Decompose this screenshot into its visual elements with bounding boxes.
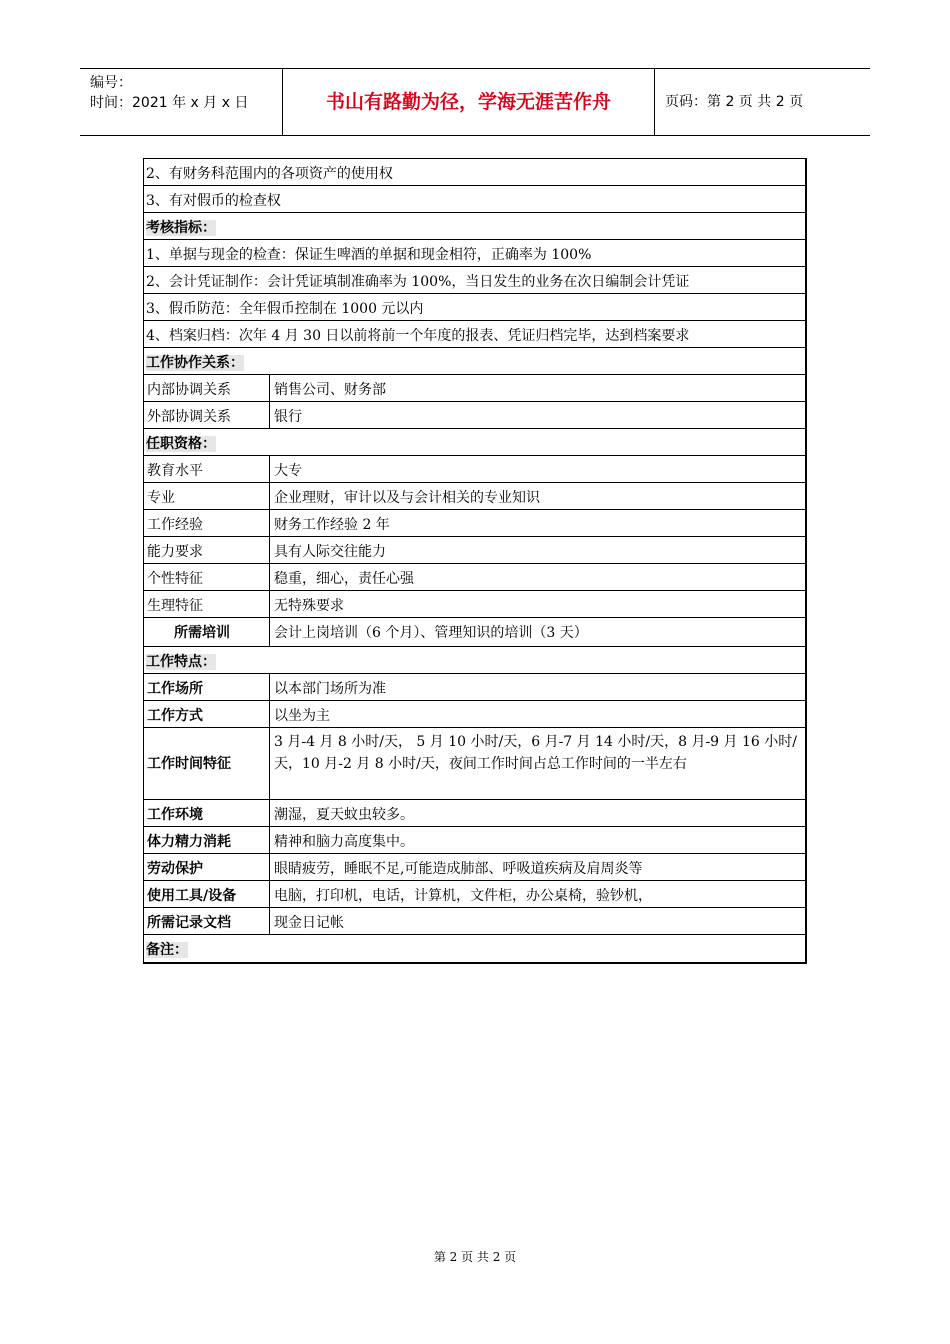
table-row <box>144 800 805 827</box>
section-title: 任职资格： <box>146 436 216 452</box>
section-header-notes <box>144 935 805 962</box>
row-key: 工作方式 <box>147 708 203 724</box>
row-value: 销售公司、财务部 <box>274 382 386 398</box>
row-value: 财务工作经验 2 年 <box>274 517 390 533</box>
section-title: 考核指标： <box>146 220 216 236</box>
row-key: 工作经验 <box>147 517 203 533</box>
header-meta <box>80 69 283 135</box>
section-header-cooperation <box>144 348 805 375</box>
table-row <box>144 402 805 429</box>
row-value: 稳重，细心，责任心强 <box>274 571 414 587</box>
table-row <box>144 186 805 213</box>
section-header-features <box>144 647 805 674</box>
page-header <box>80 68 870 136</box>
table-row <box>144 618 805 647</box>
header-page-number: 页码：第 2 页 共 2 页 <box>665 94 804 110</box>
row-key: 体力精力消耗 <box>147 834 231 850</box>
row-value: 大专 <box>274 463 302 479</box>
row-key: 内部协调关系 <box>147 382 231 398</box>
row-key: 生理特征 <box>147 598 203 614</box>
table-row <box>144 908 805 935</box>
row-text: 4、档案归档：次年 4 月 30 日以前将前一个年度的报表、凭证归档完毕，达到档案要求 <box>146 328 690 344</box>
section-title: 工作协作关系： <box>146 355 244 371</box>
doc-date-label: 时间：2021 年 x 月 x 日 <box>90 95 249 111</box>
table-row <box>144 456 805 483</box>
row-key: 专业 <box>147 490 175 506</box>
table-row <box>144 854 805 881</box>
table-row <box>144 375 805 402</box>
table-row <box>144 591 805 618</box>
row-value: 以本部门场所为准 <box>274 681 386 697</box>
row-key: 所需培训 <box>174 625 230 641</box>
section-title: 备注： <box>146 942 188 958</box>
header-motto: 书山有路勤为径，学海无涯苦作舟 <box>283 69 655 135</box>
table-row <box>144 483 805 510</box>
table-row <box>144 827 805 854</box>
row-key: 个性特征 <box>147 571 203 587</box>
table-row <box>144 701 805 728</box>
row-text: 3、假币防范：全年假币控制在 1000 元以内 <box>146 301 424 317</box>
table-row <box>144 537 805 564</box>
section-header-kpi <box>144 213 805 240</box>
row-key: 工作环境 <box>147 807 203 823</box>
row-key: 工作场所 <box>147 681 203 697</box>
table-row <box>144 510 805 537</box>
table-row <box>144 159 805 186</box>
row-value: 会计上岗培训（6 个月）、管理知识的培训（3 天） <box>274 625 588 641</box>
row-value: 3 月-4 月 8 小时/天， 5 月 10 小时/天，6 月-7 月 14 小时/天，8 月-9 月 16 小时/天，10 月-2 月 8 小时/天，夜间工作时间占总工作时间的一半左右 <box>274 734 797 772</box>
row-key: 使用工具/设备 <box>147 888 237 904</box>
doc-number-label: 编号： <box>90 75 132 91</box>
row-key: 外部协调关系 <box>147 409 231 425</box>
row-key: 能力要求 <box>147 544 203 560</box>
row-value: 无特殊要求 <box>274 598 344 614</box>
table-row <box>144 294 805 321</box>
page-footer: 第 2 页 共 2 页 <box>433 1250 517 1264</box>
table-row <box>144 321 805 348</box>
table-row <box>144 240 805 267</box>
row-value: 以坐为主 <box>274 708 330 724</box>
row-value: 精神和脑力高度集中。 <box>274 834 414 850</box>
section-header-qualification <box>144 429 805 456</box>
row-value: 现金日记帐 <box>274 915 344 931</box>
row-text: 3、有对假币的检查权 <box>146 193 281 209</box>
table-row <box>144 881 805 908</box>
row-value: 企业理财，审计以及与会计相关的专业知识 <box>274 490 540 506</box>
row-key: 所需记录文档 <box>147 915 231 931</box>
row-value: 电脑，打印机，电话，计算机，文件柜，办公桌椅，验钞机， <box>274 888 652 904</box>
row-text: 2、会计凭证制作：会计凭证填制准确率为 100%，当日发生的业务在次日编制会计凭证 <box>146 274 690 290</box>
table-row <box>144 728 805 800</box>
row-value: 银行 <box>274 409 302 425</box>
table-row <box>144 674 805 701</box>
table-row <box>144 564 805 591</box>
row-key: 工作时间特征 <box>147 756 231 772</box>
row-key: 教育水平 <box>147 463 203 479</box>
row-value: 潮湿，夏天蚊虫较多。 <box>274 807 414 823</box>
row-text: 2、有财务科范围内的各项资产的使用权 <box>146 166 393 182</box>
row-value: 具有人际交往能力 <box>274 544 386 560</box>
row-text: 1、单据与现金的检查：保证生啤酒的单据和现金相符，正确率为 100% <box>146 247 592 263</box>
section-title: 工作特点： <box>146 654 216 670</box>
table-row <box>144 267 805 294</box>
row-key: 劳动保护 <box>147 861 203 877</box>
job-description-table <box>143 158 807 964</box>
row-value: 眼睛疲劳，睡眠不足,可能造成肺部、呼吸道疾病及肩周炎等 <box>274 861 643 877</box>
